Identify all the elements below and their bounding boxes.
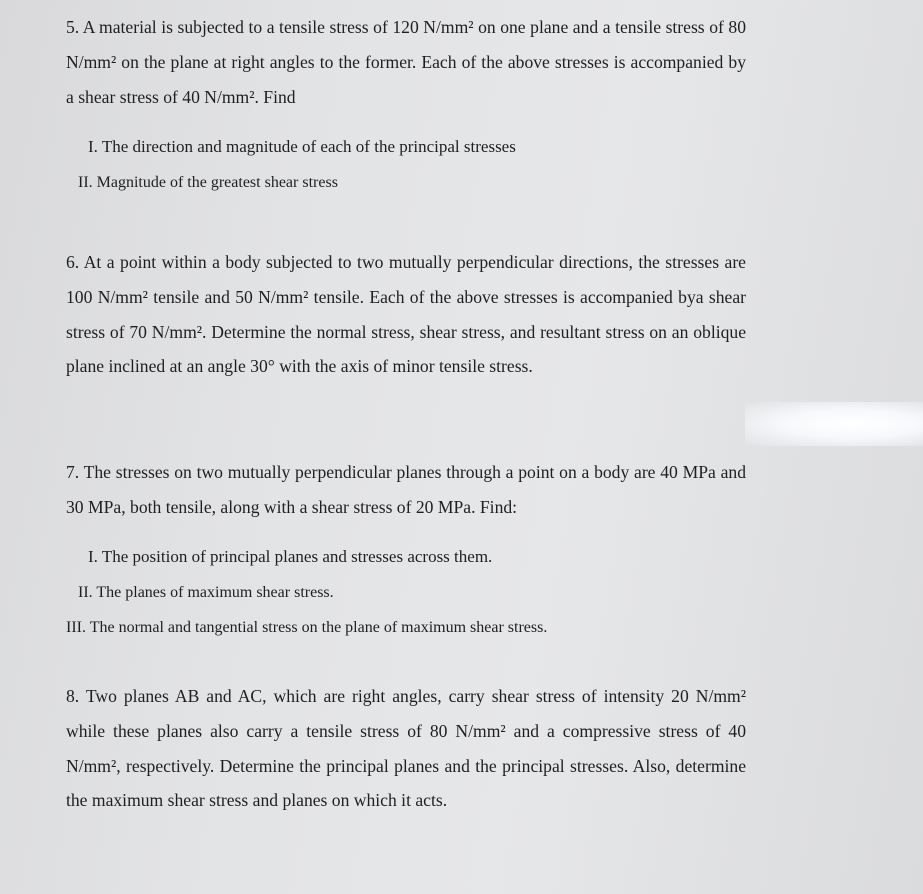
question-7-item-1: I. The position of principal planes and stresses across them. <box>88 547 493 566</box>
question-6-text: 6. At a point within a body subjected to two mutually perpendicular directions, the stresses are 100 N/mm² tensile and 50 N/mm² tensile. Each of the above stresses is accompanied bya shear stress of 70 N/mm². Determine the normal stress, shear stress, and resultant stress on an oblique plane inclined at an angle 30° with the axis of minor tensile stress. <box>66 252 746 377</box>
question-5-item-1: I. The direction and magnitude of each of the principal stresses <box>88 137 516 156</box>
question-7-item-2: II. The planes of maximum shear stress. <box>78 584 334 601</box>
question-5-item-2: II. Magnitude of the greatest shear stress <box>78 174 338 191</box>
question-8-text: 8. Two planes AB and AC, which are right angles, carry shear stress of intensity 20 N/mm² while these planes also carry a tensile stress of 80 N/mm² and a compressive stress of 40 N/mm², respectively. Determine the principal planes and the principal stresses. Also, determine the maximum shear stress and planes on which it acts. <box>66 686 746 811</box>
question-7-text: 7. The stresses on two mutually perpendicular planes through a point on a body are 40 MPa and 30 MPa, both tensile, along with a shear stress of 20 MPa. Find: <box>66 462 746 517</box>
question-7-item-3: III. The normal and tangential stress on the plane of maximum shear stress. <box>66 619 548 636</box>
question-5-text: 5. A material is subjected to a tensile stress of 120 N/mm² on one plane and a tensile stress of 80 N/mm² on the plane at right angles to the former. Each of the above stresses is accompanied by a shear stress of 40 N/mm². Find <box>66 17 746 107</box>
screen-glare <box>745 402 923 446</box>
